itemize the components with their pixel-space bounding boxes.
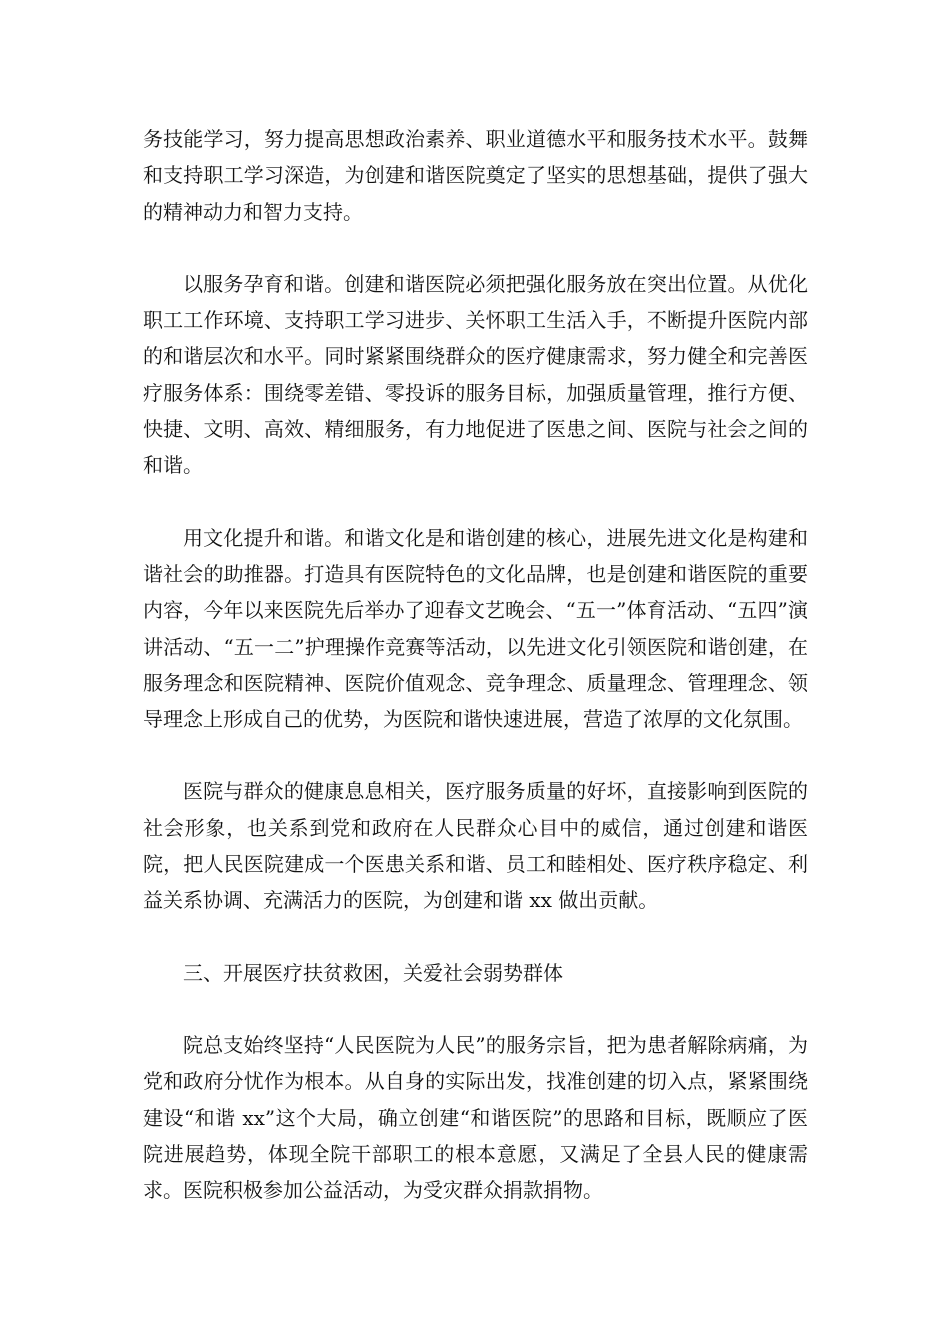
- section-heading: 三、开展医疗扶贫救困，关爱社会弱势群体: [183, 960, 563, 985]
- paragraph-hospital-image: 医院与群众的健康息息相关，医疗服务质量的好坏，直接影响到医院的社会形象，也关系到党和政府在人民群众心目中的威信，通过创建和谐医院，把人民医院建成一个医患关系和谐、员工和睦相处、医疗秩序稳定、利益关系协调、充满活力的医院，为创建和谐 xx 做出贡献。: [143, 779, 808, 913]
- paragraph-service-purpose: 院总支始终坚持“人民医院为人民”的服务宗旨，把为患者解除病痛，为党和政府分忧作为根本。从自身的实际出发，找准创建的切入点，紧紧围绕建设“和谐 xx”这个大局，确立创建“和谐医院”的思路和目标，既顺应了医院进展趋势，体现全院干部职工的根本意愿，又满足了全县人民的健康需求。医院积极参加公益活动，为受灾群众捐款捐物。: [143, 1032, 808, 1203]
- paragraph-culture-harmony: 用文化提升和谐。和谐文化是和谐创建的核心，进展先进文化是构建和谐社会的助推器。打造具有医院特色的文化品牌，也是创建和谐医院的重要内容，今年以来医院先后举办了迎春文艺晚会、“五一”体育活动、“五四”演讲活动、“五一二”护理操作竞赛等活动，以先进文化引领医院和谐创建，在服务理念和医院精神、医院价值观念、竞争理念、质量理念、管理理念、领导理念上形成自己的优势，为医院和谐快速进展，营造了浓厚的文化氛围。: [143, 525, 808, 732]
- paragraph-service-harmony: 以服务孕育和谐。创建和谐医院必须把强化服务放在突出位置。从优化职工工作环境、支持职工学习进步、关怀职工生活入手，不断提升医院内部的和谐层次和水平。同时紧紧围绕群众的医疗健康需求，努力健全和完善医疗服务体系：围绕零差错、零投诉的服务目标，加强质量管理，推行方便、快捷、文明、高效、精细服务，有力地促进了医患之间、医院与社会之间的和谐。: [143, 271, 808, 478]
- document-body: [143, 121, 808, 1208]
- paragraph-continuation: 务技能学习，努力提高思想政治素养、职业道德水平和服务技术水平。鼓舞和支持职工学习深造，为创建和谐医院奠定了坚实的思想基础，提供了强大的精神动力和智力支持。: [143, 127, 808, 224]
